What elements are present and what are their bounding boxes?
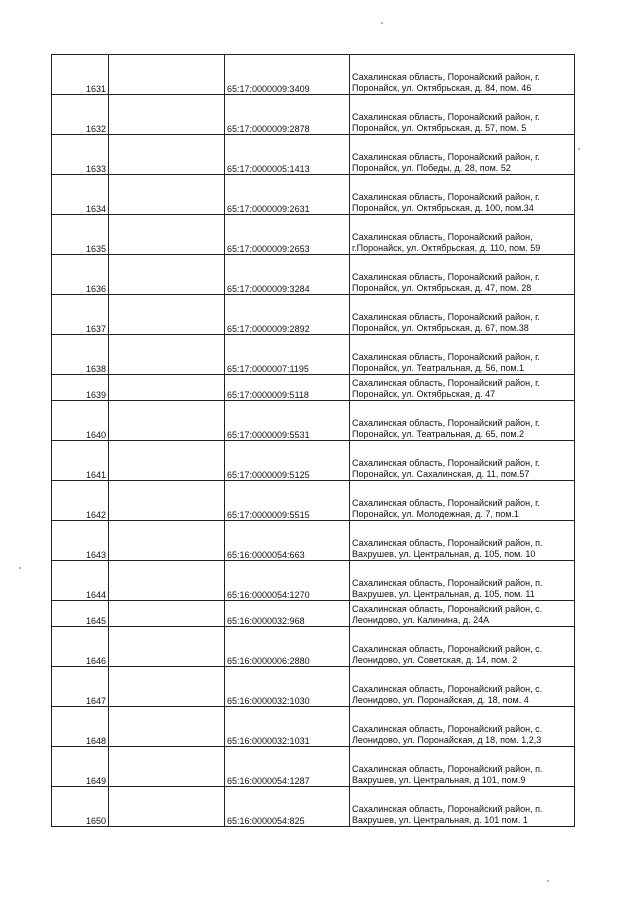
cadastral-number: 65:16:0000054:1287 (225, 747, 350, 787)
address-cell (350, 667, 575, 707)
empty-cell (109, 175, 225, 215)
cadastral-number: 65:17:0000009:2878 (225, 95, 350, 135)
address-line-1: Сахалинская область, Поронайский район, с. (352, 604, 543, 614)
address-cell (350, 601, 575, 627)
empty-cell (109, 521, 225, 561)
row-number: 1642 (52, 481, 109, 521)
address-cell (350, 707, 575, 747)
address-line-2: Поронайск, ул. Театральная, д. 65, пом.2 (352, 429, 525, 439)
empty-cell (109, 787, 225, 827)
row-number: 1645 (52, 601, 109, 627)
row-number: 1637 (52, 295, 109, 335)
cadastral-number: 65:16:0000032:968 (225, 601, 350, 627)
address-line-1: Сахалинская область, Поронайский район, с. (352, 684, 543, 694)
address-line-2: Поронайск, ул. Октябрьская, д. 47 (352, 389, 496, 399)
cadastral-number: 65:16:0000054:663 (225, 521, 350, 561)
table-row (52, 295, 575, 335)
cadastral-number: 65:17:0000009:5125 (225, 441, 350, 481)
address-line-2: Поронайск, ул. Октябрьская, д. 47, пом. 28 (352, 283, 532, 293)
cadastral-number: 65:17:0000009:2653 (225, 215, 350, 255)
empty-cell (109, 747, 225, 787)
cadastral-number: 65:17:0000009:2631 (225, 175, 350, 215)
empty-cell (109, 295, 225, 335)
address-line-2: Леонидово, ул. Калинина, д. 24А (352, 615, 490, 625)
table-row (52, 335, 575, 375)
row-number: 1639 (52, 375, 109, 401)
address-cell (350, 215, 575, 255)
row-number: 1638 (52, 335, 109, 375)
address-cell (350, 335, 575, 375)
scan-speck (578, 148, 580, 150)
property-registry-table (51, 54, 575, 827)
empty-cell (109, 401, 225, 441)
row-number: 1634 (52, 175, 109, 215)
empty-cell (109, 215, 225, 255)
empty-cell (109, 55, 225, 95)
empty-cell (109, 667, 225, 707)
table-row (52, 521, 575, 561)
address-cell (350, 787, 575, 827)
table-row (52, 441, 575, 481)
address-line-1: Сахалинская область, Поронайский район, г. (352, 112, 540, 122)
table-row (52, 55, 575, 95)
address-cell (350, 747, 575, 787)
row-number: 1647 (52, 667, 109, 707)
address-line-1: Сахалинская область, Поронайский район, г. (352, 352, 540, 362)
cadastral-number: 65:16:0000054:825 (225, 787, 350, 827)
address-cell (350, 401, 575, 441)
table-row (52, 375, 575, 401)
table-row (52, 667, 575, 707)
address-line-2: Поронайск, ул. Победы, д. 28, пом. 52 (352, 163, 511, 173)
address-line-2: Вахрушев, ул. Центральная, д. 105, пом. 11 (352, 589, 535, 599)
address-line-2: Вахрушев, ул. Центральная, д 101, пом.9 (352, 775, 526, 785)
empty-cell (109, 561, 225, 601)
address-line-2: Поронайск, ул. Октябрьская, д. 57, пом. 5 (352, 123, 527, 133)
cadastral-number: 65:16:0000054:1270 (225, 561, 350, 601)
cadastral-number: 65:16:0000032:1030 (225, 667, 350, 707)
empty-cell (109, 95, 225, 135)
address-line-1: Сахалинская область, Поронайский район, п. (352, 804, 543, 814)
cadastral-number: 65:17:0000007:1195 (225, 335, 350, 375)
cadastral-number: 65:17:0000009:3409 (225, 55, 350, 95)
table-row (52, 561, 575, 601)
address-cell (350, 627, 575, 667)
scan-speck (547, 880, 549, 882)
address-line-2: Поронайск, ул. Сахалинская, д. 11, пом.57 (352, 469, 530, 479)
row-number: 1632 (52, 95, 109, 135)
address-cell (350, 481, 575, 521)
cadastral-number: 65:17:0000009:3284 (225, 255, 350, 295)
address-line-1: Сахалинская область, Поронайский район, г. (352, 418, 540, 428)
address-cell (350, 135, 575, 175)
cadastral-number: 65:17:0000009:5531 (225, 401, 350, 441)
table-row (52, 135, 575, 175)
table-row (52, 787, 575, 827)
address-line-1: Сахалинская область, Поронайский район, г. (352, 458, 540, 468)
address-line-1: Сахалинская область, Поронайский район, с. (352, 724, 543, 734)
row-number: 1644 (52, 561, 109, 601)
row-number: 1636 (52, 255, 109, 295)
address-cell (350, 375, 575, 401)
address-line-2: Поронайск, ул. Октябрьская, д. 100, пом.34 (352, 203, 534, 213)
address-line-2: Поронайск, ул. Октябрьская, д. 67, пом.38 (352, 323, 529, 333)
row-number: 1631 (52, 55, 109, 95)
row-number: 1641 (52, 441, 109, 481)
address-line-2: Леонидово, ул. Советская, д. 14, пом. 2 (352, 655, 518, 665)
row-number: 1649 (52, 747, 109, 787)
address-cell (350, 521, 575, 561)
table-row (52, 215, 575, 255)
row-number: 1643 (52, 521, 109, 561)
address-line-2: Поронайск, ул. Октябрьская, д. 84, пом. 46 (352, 83, 532, 93)
address-line-2: Леонидово, ул. Поронайская, д. 18, пом. 4 (352, 695, 529, 705)
table-row (52, 481, 575, 521)
empty-cell (109, 481, 225, 521)
scan-speck (381, 22, 383, 24)
table-row (52, 401, 575, 441)
empty-cell (109, 441, 225, 481)
empty-cell (109, 627, 225, 667)
address-line-1: Сахалинская область, Поронайский район, г. (352, 152, 540, 162)
address-line-2: г.Поронайск, ул. Октябрьская, д. 110, пом. 59 (352, 243, 541, 253)
address-line-1: Сахалинская область, Поронайский район, г. (352, 272, 540, 282)
address-line-1: Сахалинская область, Поронайский район, п. (352, 764, 543, 774)
scan-speck (19, 567, 21, 569)
cadastral-number: 65:16:0000006:2880 (225, 627, 350, 667)
address-line-1: Сахалинская область, Поронайский район, г. (352, 378, 540, 388)
address-line-2: Леонидово, ул. Поронайская, д 18, пом. 1,2,3 (352, 735, 542, 745)
address-line-1: Сахалинская область, Поронайский район, п. (352, 538, 543, 548)
address-cell (350, 295, 575, 335)
address-line-2: Поронайск, ул. Театральная, д. 56, пом.1 (352, 363, 525, 373)
empty-cell (109, 255, 225, 295)
cadastral-number: 65:17:0000009:5118 (225, 375, 350, 401)
address-line-1: Сахалинская область, Поронайский район, г. (352, 192, 540, 202)
address-cell (350, 95, 575, 135)
address-line-1: Сахалинская область, Поронайский район, п. (352, 578, 543, 588)
row-number: 1640 (52, 401, 109, 441)
empty-cell (109, 335, 225, 375)
row-number: 1646 (52, 627, 109, 667)
empty-cell (109, 707, 225, 747)
row-number: 1650 (52, 787, 109, 827)
address-line-2: Вахрушев, ул. Центральная, д. 101 пом. 1 (352, 815, 528, 825)
row-number: 1633 (52, 135, 109, 175)
table-row (52, 95, 575, 135)
address-line-2: Вахрушев, ул. Центральная, д. 105, пом. 10 (352, 549, 536, 559)
table-row (52, 601, 575, 627)
address-line-1: Сахалинская область, Поронайский район, (352, 232, 533, 242)
table-row (52, 707, 575, 747)
cadastral-number: 65:17:0000009:2892 (225, 295, 350, 335)
row-number: 1635 (52, 215, 109, 255)
address-line-1: Сахалинская область, Поронайский район, с. (352, 644, 543, 654)
address-cell (350, 175, 575, 215)
address-line-1: Сахалинская область, Поронайский район, г. (352, 312, 540, 322)
address-line-2: Поронайск, ул. Молодежная, д. 7, пом.1 (352, 509, 519, 519)
address-cell (350, 255, 575, 295)
address-cell (350, 55, 575, 95)
table-row (52, 627, 575, 667)
registry-body (52, 55, 575, 827)
address-cell (350, 441, 575, 481)
cadastral-number: 65:17:0000005:1413 (225, 135, 350, 175)
table-row (52, 255, 575, 295)
empty-cell (109, 135, 225, 175)
empty-cell (109, 375, 225, 401)
empty-cell (109, 601, 225, 627)
cadastral-number: 65:16:0000032:1031 (225, 707, 350, 747)
address-line-1: Сахалинская область, Поронайский район, г. (352, 72, 540, 82)
row-number: 1648 (52, 707, 109, 747)
table-row (52, 175, 575, 215)
address-line-1: Сахалинская область, Поронайский район, г. (352, 498, 540, 508)
table-row (52, 747, 575, 787)
address-cell (350, 561, 575, 601)
cadastral-number: 65:17:0000009:5515 (225, 481, 350, 521)
